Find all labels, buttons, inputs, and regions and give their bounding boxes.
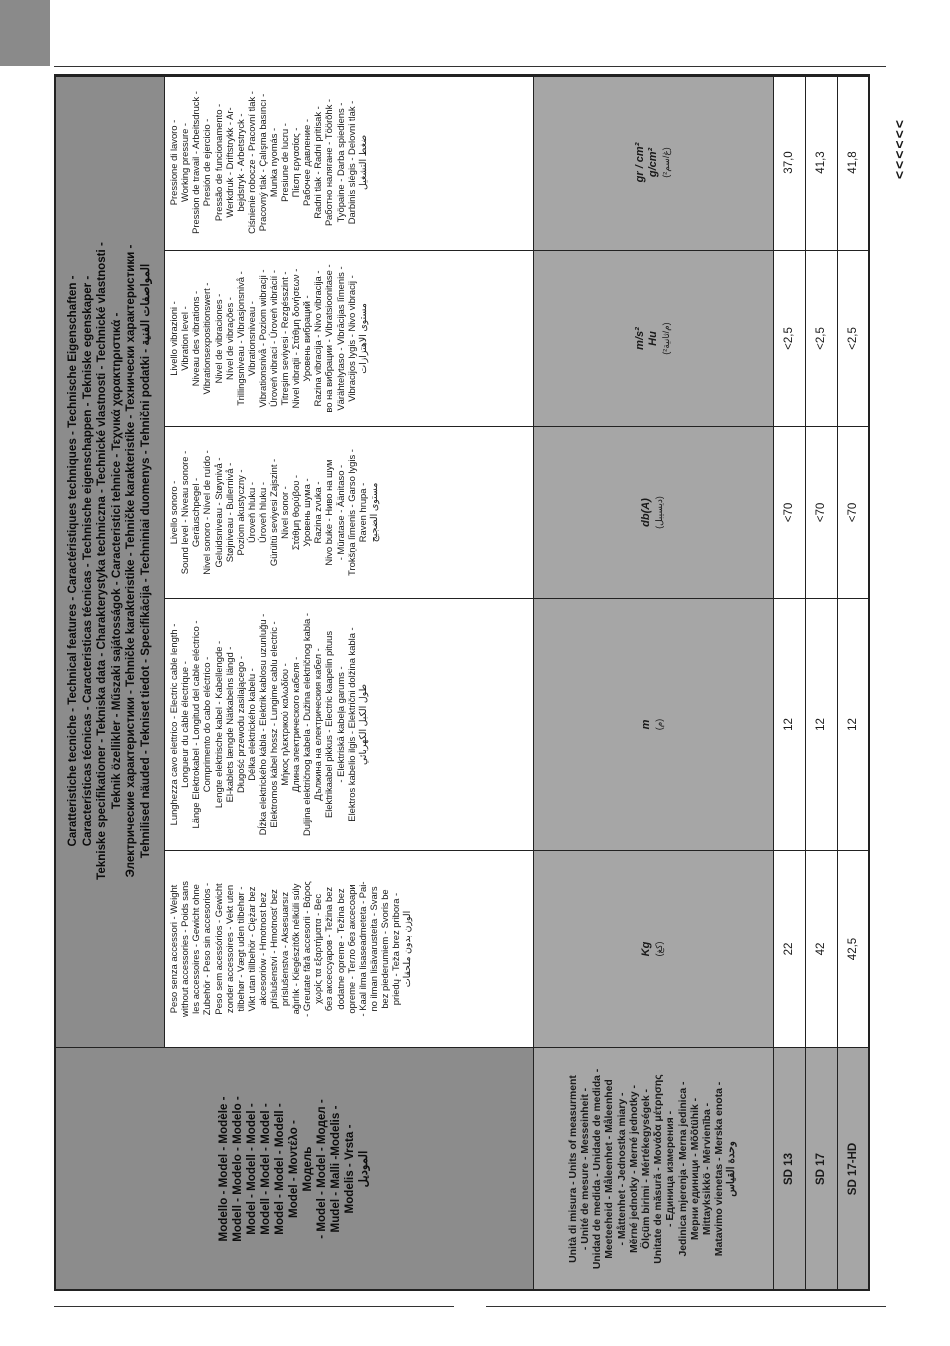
text-line: Ciśnienie robocze - Pracovní tlak - — [245, 91, 257, 234]
text-line: Μήκος ηλεκτρικού καλωδίου - — [279, 663, 291, 786]
corner-tab — [0, 0, 50, 66]
text-line: Vibracijos lygis - Nivo vibracij - — [345, 275, 357, 402]
model-cell: SD 13 — [773, 1048, 805, 1291]
text-line: Měrné jednotky - Merné jednotky - — [628, 1085, 640, 1254]
text-line: Уровень шума - — [301, 478, 313, 547]
text-line: Модель — [300, 1146, 314, 1192]
text-line: Elektros kabelio ilgis - Električni dolžina kabla - — [345, 627, 357, 822]
text-line: χωρίς τα εξαρτήματα - Вес — [312, 893, 324, 1005]
text-line: Рабочее давление - — [301, 119, 313, 206]
text-line: Nivel vibraţii - Στάθμη δονήσεων - — [290, 268, 302, 409]
sound-level-value: <70 — [837, 427, 869, 599]
text-line: Niveau des vibrations - — [190, 290, 202, 387]
text-line: Длина электрического кабеля - — [290, 656, 302, 793]
text-line: Modello - Model - Modèle - — [216, 1096, 230, 1242]
text-line: Model - Model - Modell - — [272, 1103, 286, 1235]
text-line: - Kaal ilma lisaseadmeteta - Pai- — [356, 881, 368, 1017]
text-line: Nível de vibrações - — [223, 297, 235, 380]
text-line: Mudel - Malli -Modelis - — [328, 1105, 342, 1233]
text-line: Teknik özellikler - Műszaki sajátosságok - Caracteristici tehnice - Τεχνικά χαρακτηριστικά - — [109, 312, 123, 810]
text-line: الوزن بدون ملحقات — [401, 910, 413, 988]
text-line: no ilman lisävarusteita - Svars — [367, 886, 379, 1012]
text-line: الموديل — [356, 1150, 370, 1188]
text-line: Długość przewodu zasilającego - — [234, 655, 246, 794]
text-line: Caratteristiche tecniche - Technical features - Caractéristiques techniques - Technische Eigenschaften - — [66, 275, 80, 847]
text-line: Trokšņa līmenis - Garso lygis - — [345, 449, 357, 576]
text-line: - Model - Model - Модел - — [314, 1099, 328, 1239]
text-line: Ölçüm birimi - Mértékegységek - — [641, 1089, 652, 1249]
text-line: - Müratase - Äänitaso - — [334, 464, 346, 561]
text-line: - Måttenhet - Jednostka miary - — [616, 1092, 628, 1246]
text-line: Nivel sonoro - Nível de ruído - — [201, 450, 213, 575]
cable-length-value: 12 — [805, 599, 837, 851]
text-line: Vibrationsexpositionswert - — [201, 282, 213, 395]
text-line: Pressão de funcionamento - — [212, 103, 224, 222]
text-line: Meeteeheid - Måleenhet - Måleenhed — [604, 1079, 616, 1259]
unit-line: (كغ) — [654, 941, 665, 957]
text-line: Tekniske specifikationer - Tekniska data - Charakterystyka techniczna - Technické vlastnosti - Technické vlastnosti - — [95, 242, 109, 880]
unit-line: Hu — [646, 331, 659, 346]
text-line: Tehnilised näuded - Tekniset tiedot - Specifikācija - Techniniai duomenys - Tehnični podatki - المواصفات الفنية — [138, 263, 152, 859]
cable-length-value: 12 — [773, 599, 805, 851]
text-line: bez piederumiem - Svoris be — [378, 889, 390, 1009]
text-line: Presiune de lucru - — [279, 123, 291, 202]
unit-line: (م/ثانية²) — [660, 322, 671, 355]
unit-line: gr / cm² — [633, 142, 646, 183]
weight-value: 22 — [773, 851, 805, 1048]
text-line: Model - Μοντέλο - — [286, 1120, 300, 1218]
text-line: Délka elektrického kabelu - — [245, 668, 257, 781]
text-line: Geluidsniveau - Støynivå - — [212, 457, 224, 568]
text-line: Nivel de vibraciones - — [212, 293, 224, 384]
text-line: وحدة القياس — [726, 1141, 738, 1197]
text-line: ağırlık - Kiegészítők nélküli súly — [290, 883, 302, 1015]
text-line: Presión de ejercicio - — [201, 118, 213, 207]
text-line: Στάθμη θορύβου - — [290, 474, 302, 551]
text-line: akcesoriów - Hmotnost bez — [256, 892, 268, 1006]
text-line: Unidad de medida - Unidade de medida - — [592, 1068, 604, 1270]
weight-value: 42 — [805, 851, 837, 1048]
text-line: Unitate de măsură - Μονάδα μέτρησης — [653, 1074, 665, 1264]
text-line: Дължина на електрическия кабел - — [312, 648, 324, 801]
text-line: Úroveň hluku - — [245, 482, 257, 543]
text-line: tilbehør - Vægt uden tilbehør - — [234, 886, 246, 1012]
text-line: Lengte elektrische kabel - Kabellengde - — [212, 640, 224, 809]
text-line: Características técnicas - Caracteristicas técnicas - Technische eigenschappen - Tekniske egenskaper - — [80, 275, 94, 847]
text-line: Πίεση εργασίας - — [290, 127, 302, 198]
text-line: Vibration level - — [179, 306, 191, 371]
text-line: Geräuschpegel - — [190, 477, 202, 548]
text-line: Nivel sonor - — [279, 486, 291, 539]
text-line: Unità di misura - Units of measurment — [567, 1075, 579, 1263]
vibration-level-value: <2,5 — [773, 251, 805, 427]
text-line: Pression de travail - Arbeitsdruck - — [190, 91, 202, 234]
text-line: طول الكبل الكهربائي — [356, 684, 368, 765]
working-pressure-value: 41,8 — [837, 74, 869, 250]
text-line: Modell - Modelo - Modelo - — [230, 1096, 244, 1242]
text-line: Elektrikaabel pikkus - Electric kaapelin pituus — [323, 630, 335, 819]
top-rule — [54, 66, 886, 67]
text-line: во на вибрации - Vibratsioonitase - — [323, 264, 335, 413]
text-line: Länge Elektrokabel - Longitud del cable eléctrico - — [190, 620, 202, 829]
text-line: Radni tlak - Radni pritisak - — [312, 106, 324, 219]
text-line: مستوى الضجيج — [367, 482, 379, 543]
text-line: Poziom akustyczny - — [234, 469, 246, 556]
working-pressure-value: 37,0 — [773, 74, 805, 250]
text-line: Modelis - Vrsta - — [342, 1124, 356, 1214]
text-line: Trillingsniveau - Vibrasjonsnivå - — [234, 271, 246, 406]
text-line: без аксессуаров - Težina bez — [323, 886, 335, 1012]
text-line: without accessories - Poids sans — [179, 881, 191, 1017]
text-line: Werkdruk - Driftstrykk - Ar- — [223, 107, 235, 218]
continue-marker: >>>>>> — [892, 120, 908, 182]
unit-line: Kg — [640, 941, 653, 957]
text-line: Matavimo vienetas - Merska enota - — [714, 1081, 726, 1257]
text-line: dodatne opreme - Težina bez — [334, 888, 346, 1010]
text-line: Peso sem acessórios - Gewicht — [212, 883, 224, 1015]
working-pressure-value: 41,3 — [805, 74, 837, 250]
text-line: Vibrationsniveau - — [245, 301, 257, 376]
text-line: příslušenství - Hmotnosť bez — [267, 889, 279, 1009]
text-line: Razina vibracija - Nivo vibracija - — [312, 270, 324, 407]
text-line: opreme - Тегло без аксесоари — [345, 884, 357, 1014]
text-line: ضغط التشغيل — [356, 134, 368, 191]
text-line: Мерни единици - Mõõtühik - — [689, 1097, 701, 1241]
vibration-level-value: <2,5 — [805, 251, 837, 427]
unit-line: m/s² — [633, 327, 646, 350]
text-line: zonder accessoires - Vekt uten — [223, 884, 235, 1014]
text-line: Pracovný tlak - Çalışma basıncı - — [256, 93, 268, 232]
text-line: Zubehör - Peso sin accesorios - — [201, 882, 213, 1016]
text-line: priedų - Teža brez pribora - — [390, 892, 401, 1006]
text-line: Livello sonoro - — [168, 480, 180, 545]
text-line: Уровень вибраций - — [301, 295, 313, 382]
text-line: Munka nyomás - — [267, 127, 279, 198]
unit-line: (غ/سم²) — [660, 147, 671, 178]
text-line: - Elektriskā kabeļa garums - — [334, 666, 346, 783]
model-cell: SD 17-HD — [837, 1048, 869, 1291]
sound-level-value: <70 — [805, 427, 837, 599]
text-line: Razina zvuka - — [312, 481, 324, 544]
vibration-level-value: <2,5 — [837, 251, 869, 427]
weight-value: 42,5 — [837, 851, 869, 1048]
text-line: مستوى الاهتزازات — [356, 303, 368, 374]
text-line: Longueur du câble électrique - — [179, 661, 191, 788]
text-line: Comprimento do cabo eléctrico - — [201, 656, 213, 793]
bottom-rule-left — [54, 1306, 454, 1307]
text-line: Raven hrupa - — [356, 482, 368, 543]
text-line: - Greutate fără accesorii - Βάρος — [301, 881, 313, 1017]
text-line: Nivo buke - Ниво на шум — [323, 459, 335, 566]
text-line: Darbinis slėgis - Delovni tlak - — [345, 100, 357, 225]
text-line: Working pressure - — [179, 122, 191, 202]
text-line: Modell - Model - Model - — [258, 1103, 272, 1235]
text-line: Titreşim seviyesi - Rezgésszint - — [279, 271, 291, 406]
text-line: - Единица измерения - — [665, 1110, 677, 1228]
text-line: El-kablets længde Nätkabelns längd - — [223, 646, 235, 803]
unit-line: g/cm² — [646, 147, 659, 178]
text-line: - Unité de mesure - Messeinheit - — [579, 1087, 591, 1251]
text-line: Värähtelytaso - Vibrācijas līmenis - — [334, 266, 346, 411]
text-line: Duljina električnog kabela - Dužina električnog kabla - — [301, 612, 313, 837]
text-line: Úroveň vibrací - Úroveň vibrácií - — [267, 269, 279, 408]
text-line: Gürültü seviyesi Zajszint - — [267, 458, 279, 567]
text-line: les accessoires - Gewicht ohne — [190, 884, 202, 1014]
text-line: Elektromos kábel hossz - Lungime cablu electric - — [267, 621, 279, 828]
text-line: bejdstryk - Arbetstryck - — [234, 113, 246, 212]
bottom-rule-right — [486, 1306, 886, 1307]
text-line: Pressione di lavoro - — [168, 119, 180, 206]
text-line: Lunghezza cavo elettrico - Electric cable length - — [168, 623, 180, 826]
unit-line: (م) — [654, 718, 665, 731]
text-line: Peso senza accessori - Weight — [168, 884, 180, 1014]
unit-line: m — [640, 719, 653, 730]
text-line: Mittayksikkö - Mērvienība - — [702, 1102, 714, 1236]
text-line: Vibrationsnivå - Poziom wibracji - — [256, 269, 268, 408]
text-line: Электрические характеристики - Tehničke karakteristike - Tehničke karakteristike - Технически характеристики - — [124, 244, 138, 878]
model-cell: SD 17 — [805, 1048, 837, 1291]
unit-line: db(A) — [640, 498, 653, 527]
cable-length-value: 12 — [837, 599, 869, 851]
text-line: Livello vibrazioni - — [168, 301, 180, 376]
text-line: Sound level - Niveau sonore - — [179, 450, 191, 575]
text-line: Støjniveau - Bullernivå - — [223, 462, 235, 563]
table-frame — [54, 75, 870, 1291]
text-line: Työpaine - Darba spiediens - — [334, 102, 346, 223]
text-line: Vikt utan tillbehör - Ciężar bez — [245, 886, 257, 1012]
text-line: Úroveň hluku - — [256, 482, 268, 543]
text-line: príslušenstva - Aksesuarsız — [279, 891, 291, 1007]
text-line: Model - Modell - Model - — [244, 1103, 258, 1235]
sound-level-value: <70 — [773, 427, 805, 599]
text-line: Jedinica mjerenja - Merna jedinica - — [677, 1081, 689, 1257]
text-line: Dĺžka elektrického kábla - Elektrik kablosu uzunluğu - — [256, 613, 268, 836]
unit-line: (ديسيبل) — [654, 496, 665, 529]
text-line: Работно налягане - Töörõhk - — [323, 98, 335, 226]
